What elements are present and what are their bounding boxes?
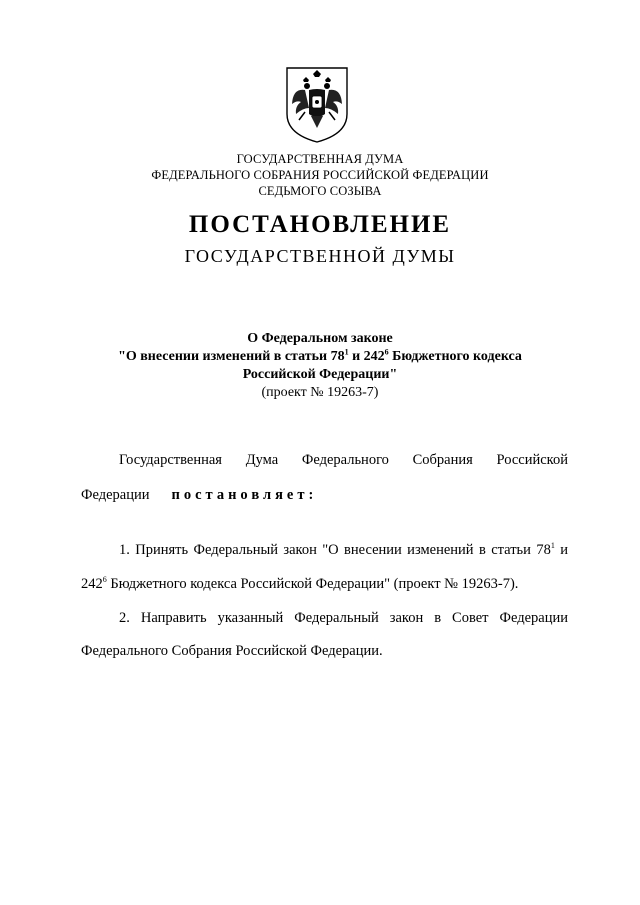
header-line-federal-assembly: ФЕДЕРАЛЬНОГО СОБРАНИЯ РОССИЙСКОЙ ФЕДЕРАЦИИ [151, 168, 489, 182]
header-line-duma: ГОСУДАРСТВЕННАЯ ДУМА [236, 152, 404, 166]
law-heading-sup2: 6 [384, 347, 389, 357]
item-1-part-c: 242 [81, 576, 103, 592]
coat-of-arms-icon [283, 64, 351, 144]
document-subtitle: ГОСУДАРСТВЕННОЙ ДУМЫ [184, 246, 456, 266]
item-1-part-a: 1. Принять Федеральный закон "О внесении изменений в статьи 78 [119, 542, 551, 558]
item-2-line1: 2. Направить указанный Федеральный закон в Совет Федерации [119, 610, 568, 626]
intro-paragraph-line2 [81, 486, 317, 504]
law-heading-part-c: Бюджетного кодекса [388, 349, 522, 364]
item-1-sup2: 6 [102, 575, 107, 585]
law-heading-part-a: "О внесении изменений в статьи 78 [118, 349, 345, 364]
law-heading-line3: Российской Федерации" [242, 367, 398, 382]
document-title: ПОСТАНОВЛЕНИЕ [188, 211, 452, 238]
law-heading-line1: О Федеральном законе [247, 331, 393, 346]
decree-word: постановляет: [171, 487, 318, 503]
item-1-sup: 1 [550, 541, 555, 551]
law-heading-part-b: и 242 [348, 349, 385, 364]
intro-federation-word: Федерации [81, 487, 150, 503]
item-1-line1 [119, 541, 568, 559]
law-heading-sup1: 1 [344, 347, 349, 357]
intro-paragraph-line1: Государственная Дума Федерального Собрания Российской [119, 452, 568, 468]
item-2-line2: Федерального Собрания Российской Федерации. [81, 643, 383, 659]
item-1-part-b: и [554, 542, 568, 558]
item-1-part-d: Бюджетного кодекса Российской Федерации" (проект № 19263-7). [106, 576, 519, 592]
item-1-line2 [81, 575, 518, 593]
project-number: (проект № 19263-7) [261, 385, 379, 400]
law-heading-line2 [0, 348, 640, 366]
header-line-convocation: СЕДЬМОГО СОЗЫВА [258, 184, 382, 198]
